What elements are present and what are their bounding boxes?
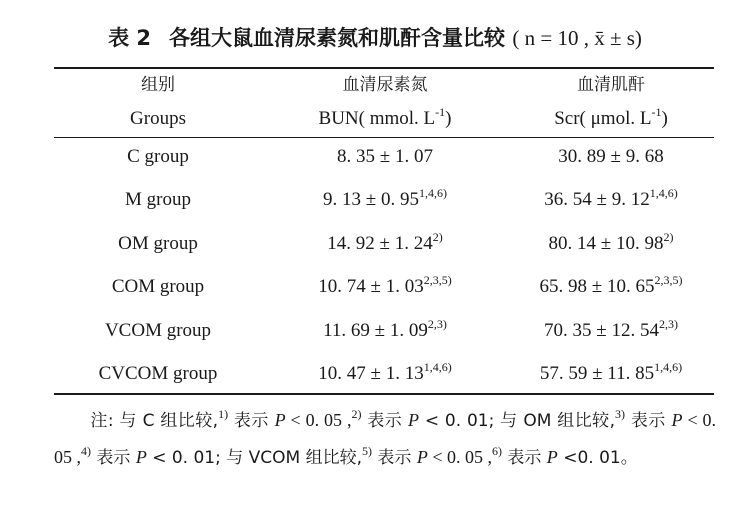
row-scr <box>508 360 714 385</box>
table-title <box>0 22 746 52</box>
note-text: 表示 <box>361 411 409 431</box>
note-sup: 4) <box>81 444 91 458</box>
scr-value: 70. 35 ± 12. 54 <box>544 320 659 341</box>
note-text: 注: 与 C 组比较, <box>90 411 219 431</box>
row-bun <box>262 186 508 211</box>
row-bun <box>262 360 508 385</box>
note-p: P <box>546 447 558 467</box>
bun-value: 11. 69 ± 1. 09 <box>323 320 428 341</box>
row-scr <box>508 146 714 168</box>
note-text: 表示 <box>372 448 417 468</box>
scr-sup: 1,4,6) <box>649 186 678 200</box>
scr-value: 30. 89 ± 9. 68 <box>558 146 664 167</box>
header-bun-en <box>262 105 508 130</box>
row-bun <box>262 273 508 298</box>
scr-value: 36. 54 ± 9. 12 <box>544 189 650 210</box>
table-condition: ( n = 10 , x̄ ± s) <box>512 26 642 50</box>
scr-sup: 1,4,6) <box>654 360 683 374</box>
top-rule <box>54 67 714 69</box>
header-group-zh: 组别 <box>141 75 175 95</box>
note-text: <0. 01。 <box>557 448 638 468</box>
bun-value: 10. 74 ± 1. 03 <box>318 276 424 297</box>
bun-sup: 1,4,6) <box>418 186 447 200</box>
bun-value: 14. 92 ± 1. 24 <box>327 233 433 254</box>
table-number: 表 2 <box>108 26 152 50</box>
bun-sup: 1,4,6) <box>423 360 452 374</box>
header-bun-close: ) <box>445 108 452 129</box>
header-scr-en <box>508 105 714 130</box>
scr-value: 57. 59 ± 11. 85 <box>539 363 655 384</box>
note-p: P <box>671 410 683 430</box>
scr-value: 80. 14 ± 10. 98 <box>548 233 664 254</box>
note-sup: 6) <box>491 444 502 458</box>
bun-value: 9. 13 ± 0. 95 <box>323 189 419 210</box>
scr-sup: 2,3,5) <box>654 273 683 287</box>
header-scr-unit-sup: -1 <box>651 105 662 119</box>
note-text: < 0. 01; 与 VCOM 组比较, <box>146 448 363 468</box>
header-bun-unit-sup: -1 <box>435 105 446 119</box>
note-text: < 0. 01; 与 OM 组比较, <box>419 411 615 431</box>
note-text: 表示 <box>625 411 672 431</box>
bottom-rule <box>54 393 714 395</box>
bun-value: 10. 47 ± 1. 13 <box>318 363 424 384</box>
bun-sup: 2,3) <box>427 317 447 331</box>
row-scr <box>508 273 714 298</box>
note-text: 表示 <box>228 411 275 431</box>
header-scr-close: ) <box>661 108 668 129</box>
scr-sup: 2,3) <box>658 317 678 331</box>
note-p: P <box>408 410 420 430</box>
row-group: OM group <box>118 233 198 254</box>
note-sup: 5) <box>362 444 373 458</box>
note-text: < 0. 05 , <box>54 410 717 467</box>
row-group: M group <box>125 189 191 210</box>
table-footnote <box>54 402 716 476</box>
table-caption: 各组大鼠血清尿素氮和肌酐含量比较 <box>169 26 506 50</box>
scr-value: 65. 98 ± 10. 65 <box>539 276 655 297</box>
row-bun <box>262 317 508 342</box>
header-rule <box>54 137 714 138</box>
note-sup: 1) <box>218 407 229 421</box>
scr-sup: 2) <box>663 230 674 244</box>
header-bun-en-text: BUN( mmol. L <box>318 108 436 129</box>
note-sup: 3) <box>615 407 625 421</box>
row-group: VCOM group <box>104 320 212 341</box>
note-text: < 0. 05 , <box>285 410 352 430</box>
bun-sup: 2) <box>432 230 443 244</box>
bun-value: 8. 35 ± 1. 07 <box>337 146 433 167</box>
row-scr <box>508 186 714 211</box>
row-bun <box>262 146 508 168</box>
note-text: 表示 <box>91 448 136 468</box>
row-bun <box>262 230 508 255</box>
header-scr-en-text: Scr( μmol. L <box>554 108 652 129</box>
note-p: P <box>416 447 428 467</box>
header-scr-zh: 血清肌酐 <box>577 75 645 95</box>
row-group: C group <box>127 146 189 167</box>
note-p: P <box>274 410 286 430</box>
row-scr <box>508 317 714 342</box>
bun-sup: 2,3,5) <box>423 273 452 287</box>
note-text: < 0. 05 , <box>427 447 492 467</box>
note-p: P <box>135 447 147 467</box>
row-scr <box>508 230 714 255</box>
note-sup: 2) <box>351 407 362 421</box>
header-bun-zh: 血清尿素氮 <box>342 75 428 95</box>
row-group: CVCOM group <box>98 363 218 384</box>
header-group-en: Groups <box>130 108 186 129</box>
note-text: 表示 <box>501 448 547 468</box>
row-group: COM group <box>111 276 205 297</box>
